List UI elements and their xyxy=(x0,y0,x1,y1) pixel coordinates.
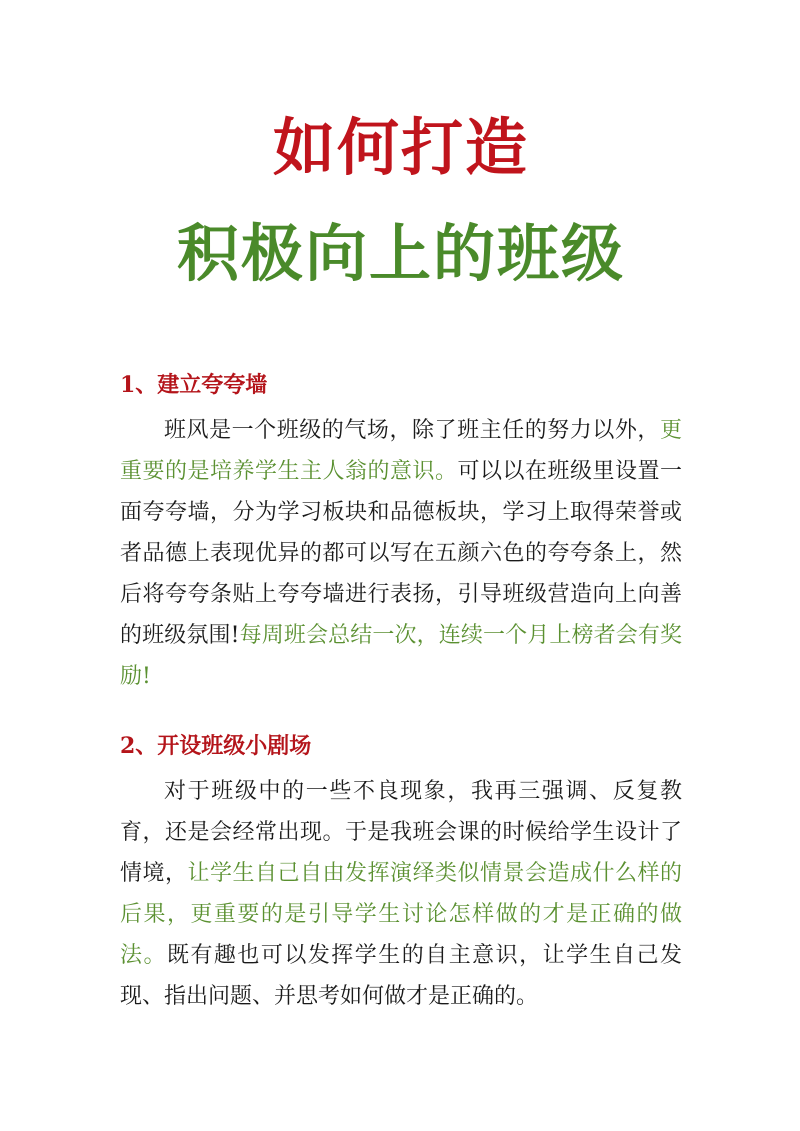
section-praise-wall xyxy=(120,370,682,697)
body-2-text-a: 对于班级中的一些不良现象，我再三强调、反复教育，还是会经常出现。于是我班会课的时候给学生设计了情境， xyxy=(120,779,682,886)
body-1-text-a: 班风是一个班级的气场，除了班主任的努力以外， xyxy=(164,418,660,443)
body-2-highlight-a: 让学生自己自由发挥演绎类似情景会造成什么样的后果，更重要的是引导学生讨论怎样做的才是正确的做法。 xyxy=(120,861,682,968)
title-line-1: 如何打造 xyxy=(272,111,529,184)
section-heading-1: 1、建立夸夸墙 xyxy=(120,372,268,398)
body-1-highlight-a: 更重要的是培养学生主人翁的意识。 xyxy=(120,418,682,484)
section-body-1 xyxy=(120,410,682,697)
title-line-2: 积极向上的班级 xyxy=(176,217,625,290)
body-1-highlight-b: 每周班会总结一次，连续一个月上榜者会有奖励! xyxy=(120,623,682,689)
body-2-text-b: 既有趣也可以发挥学生的自主意识，让学生自己发现、指出问题、并思考如何做才是正确的。 xyxy=(120,943,682,1009)
section-body-2 xyxy=(120,771,682,1017)
section-class-theater xyxy=(120,731,682,1017)
section-heading-2: 2、开设班级小剧场 xyxy=(120,733,312,759)
body-1-text-b: 可以以在班级里设置一面夸夸墙，分为学习板块和品德板块，学习上取得荣誉或者品德上表现优异的都可以写在五颜六色的夸夸条上，然后将夸夸条贴上夸夸墙进行表扬，引导班级营造向上向善的班级氛围! xyxy=(120,459,682,648)
